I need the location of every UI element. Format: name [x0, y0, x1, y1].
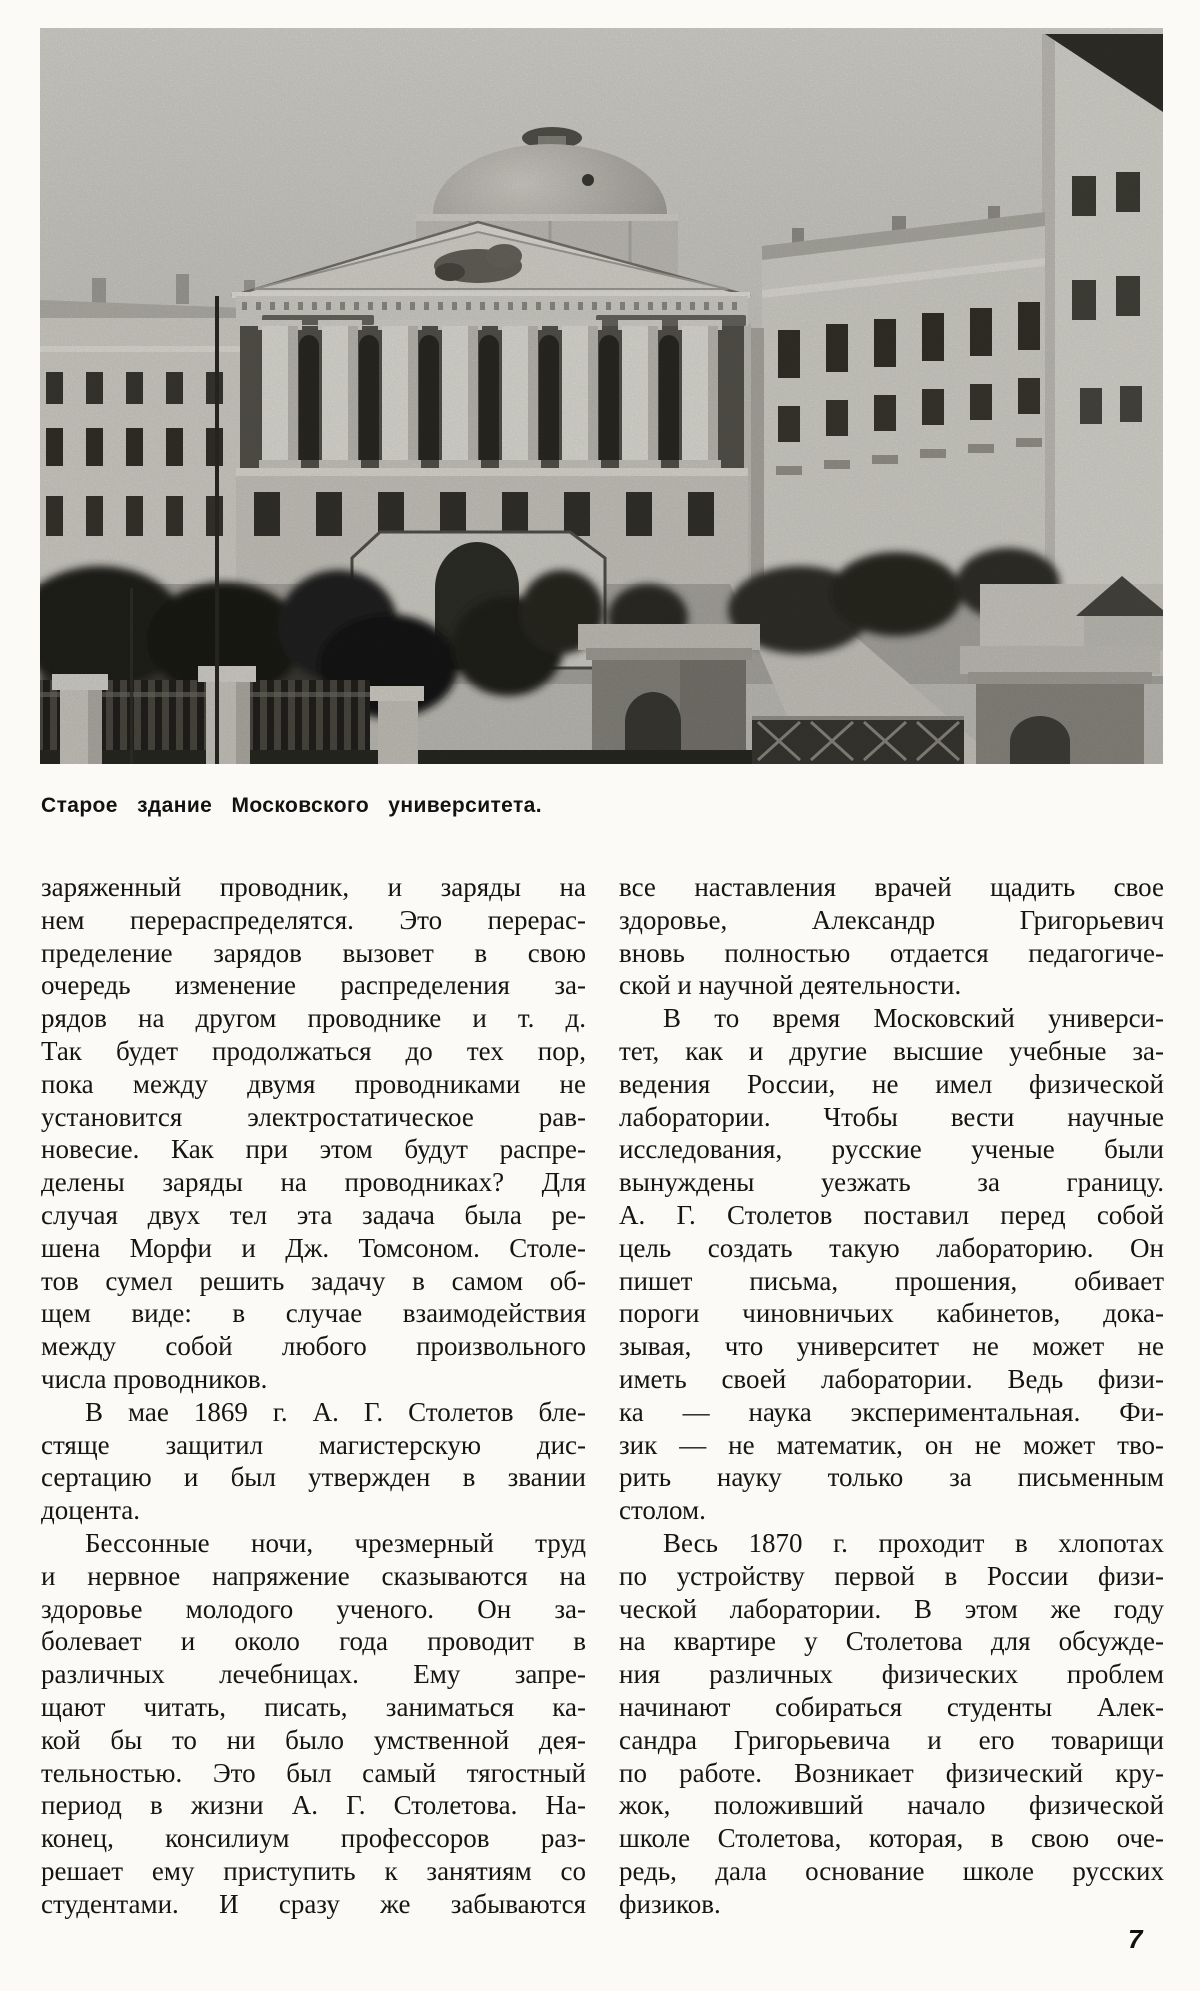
- text-column-right: [619, 871, 1164, 1921]
- text-line: ка — наука экспериментальная. Фи-: [619, 1396, 1164, 1427]
- text-line: В мае 1869 г. А. Г. Столетов бле-: [85, 1396, 586, 1427]
- text-line: случая двух тел эта задача была ре-: [41, 1199, 586, 1230]
- text-line: период в жизни А. Г. Столетова. На-: [41, 1790, 586, 1821]
- text-line: сертацию и был утвержден в звании: [41, 1462, 586, 1493]
- text-line: решает ему приступить к занятиям со: [41, 1855, 586, 1886]
- text-line: Весь 1870 г. проходит в хлопотах: [663, 1527, 1164, 1558]
- text-line: ведения России, не имел физической: [619, 1068, 1164, 1099]
- university-photo-svg: [40, 28, 1163, 764]
- text-line: ния различных физических проблем: [619, 1659, 1164, 1690]
- text-line: по устройству первой в России физи-: [619, 1560, 1164, 1591]
- text-line: тельностью. Это был самый тягостный: [41, 1757, 586, 1788]
- paragraph: [619, 1002, 1164, 1527]
- text-line: различных лечебницах. Ему запре-: [41, 1659, 586, 1690]
- paragraph: [41, 1527, 586, 1921]
- text-line: физиков.: [619, 1888, 721, 1919]
- photo-grain-overlay: [40, 28, 1163, 764]
- text-line: новесие. Как при этом будут распре-: [41, 1134, 586, 1165]
- paragraph: [619, 871, 1164, 1002]
- text-line: цель создать такую лабораторию. Он: [619, 1232, 1164, 1263]
- text-line: А. Г. Столетов поставил перед собой: [619, 1199, 1164, 1230]
- text-line: рить науку только за письменным: [619, 1462, 1164, 1493]
- text-line: школе Столетова, которая, в свою оче-: [619, 1823, 1164, 1854]
- text-line: доцента.: [41, 1495, 140, 1526]
- text-line: пределение зарядов вызовет в свою: [41, 937, 586, 968]
- text-line: шена Морфи и Дж. Томсоном. Столе-: [41, 1232, 586, 1263]
- text-line: иметь своей лаборатории. Ведь физи-: [619, 1363, 1164, 1394]
- text-line: числа проводников.: [41, 1363, 268, 1394]
- text-line: зывая, что университет не может не: [619, 1331, 1164, 1362]
- text-line: щем виде: в случае взаимодействия: [41, 1298, 586, 1329]
- text-line: Так будет продолжаться до тех пор,: [41, 1035, 586, 1066]
- text-line: жок, положивший начало физической: [619, 1790, 1164, 1821]
- text-line: заряженный проводник, и заряды на: [41, 872, 586, 902]
- text-line: пока между двумя проводниками не: [41, 1068, 586, 1099]
- text-line: болевает и около года проводит в: [41, 1626, 586, 1657]
- paragraph: [41, 1396, 586, 1527]
- text-line: студентами. И сразу же забываются: [41, 1888, 586, 1919]
- photo-caption: Старое здание Московского университета.: [41, 794, 542, 817]
- text-line: тет, как и другие высшие учебные за-: [619, 1035, 1164, 1066]
- paragraph: [41, 871, 586, 1396]
- text-line: пороги чиновничьих кабинетов, дока-: [619, 1298, 1164, 1329]
- text-line: здоровье, Александр Григорьевич: [619, 904, 1164, 935]
- text-line: стяще защитил магистерскую дис-: [41, 1429, 586, 1460]
- text-line: столом.: [619, 1495, 706, 1526]
- text-line: В то время Московский универси-: [663, 1003, 1164, 1034]
- text-line: делены заряды на проводниках? Для: [41, 1167, 586, 1198]
- text-line: пишет письма, прошения, обивает: [619, 1265, 1164, 1296]
- text-line: щают читать, писать, заниматься ка-: [41, 1691, 586, 1722]
- text-line: исследования, русские ученые были: [619, 1134, 1164, 1165]
- university-photo: [40, 28, 1163, 764]
- text-column-left: [41, 871, 586, 1921]
- paragraph: [619, 1527, 1164, 1921]
- text-line: лаборатории. Чтобы вести научные: [619, 1101, 1164, 1132]
- text-line: сандра Григорьевича и его товарищи: [619, 1724, 1164, 1755]
- text-line: зик — не математик, он не может тво-: [619, 1429, 1164, 1460]
- text-line: ческой лаборатории. В этом же году: [619, 1593, 1164, 1624]
- text-line: конец, консилиум профессоров раз-: [41, 1823, 586, 1854]
- text-line: установится электростатическое рав-: [41, 1101, 586, 1132]
- text-line: кой бы то ни было умственной дея-: [41, 1724, 586, 1755]
- text-line: нем перераспределятся. Это перерас-: [41, 904, 586, 935]
- text-line: ской и научной деятельности.: [619, 970, 962, 1001]
- page-number: 7: [1128, 1924, 1143, 1954]
- text-line: вновь полностью отдается педагогиче-: [619, 937, 1164, 968]
- text-line: все наставления врачей щадить свое: [619, 872, 1164, 902]
- text-line: и нервное напряжение сказываются на: [41, 1560, 586, 1591]
- text-line: здоровье молодого ученого. Он за-: [41, 1593, 586, 1624]
- text-line: между собой любого произвольного: [41, 1331, 586, 1362]
- text-line: Бессонные ночи, чрезмерный труд: [85, 1527, 586, 1558]
- text-line: очередь изменение распределения за-: [41, 970, 586, 1001]
- text-line: тов сумел решить задачу в самом об-: [41, 1265, 586, 1296]
- text-line: начинают собираться студенты Алек-: [619, 1691, 1164, 1722]
- text-line: рядов на другом проводнике и т. д.: [41, 1003, 586, 1034]
- text-line: на квартире у Столетова для обсужде-: [619, 1626, 1164, 1657]
- text-line: редь, дала основание школе русских: [619, 1855, 1164, 1886]
- text-line: вынуждены уезжать за границу.: [619, 1167, 1164, 1198]
- text-line: по работе. Возникает физический кру-: [619, 1757, 1164, 1788]
